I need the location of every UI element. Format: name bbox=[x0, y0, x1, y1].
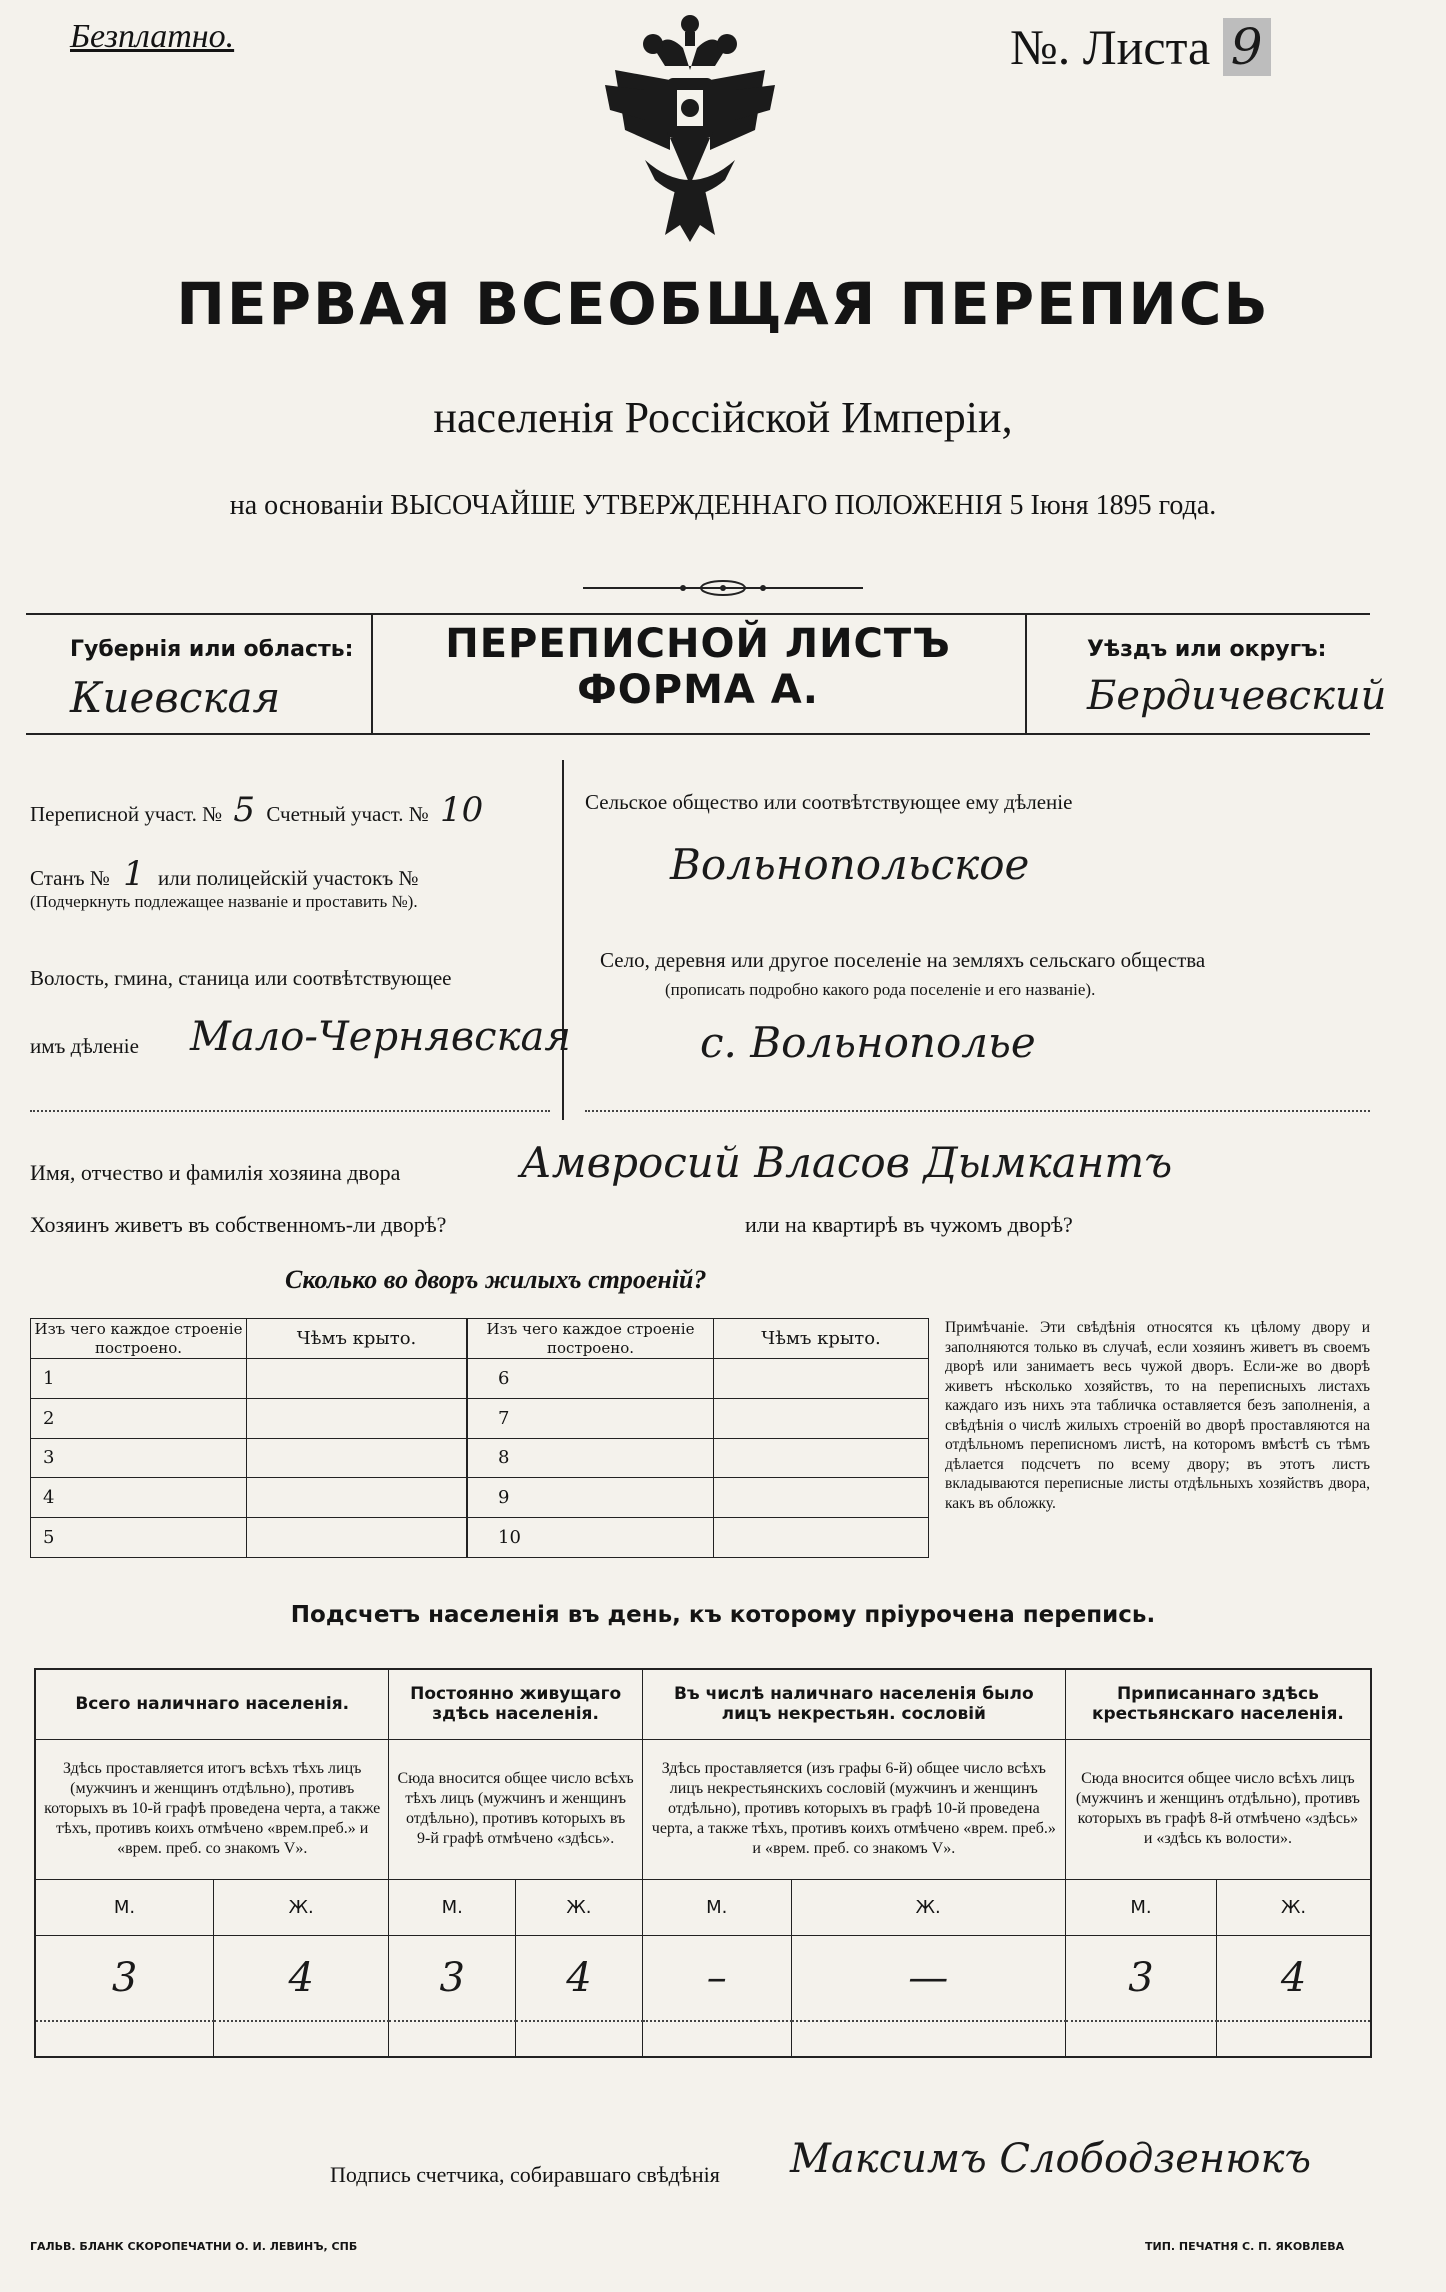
underline-note: (Подчеркнуть подлежащее названіе и проставить №). bbox=[30, 892, 418, 911]
province-label: Губернія или область: bbox=[70, 637, 354, 662]
female-count: — bbox=[791, 1935, 1065, 2021]
male-header: М. bbox=[1065, 1879, 1216, 1935]
female-count: 4 bbox=[516, 1935, 643, 2021]
signature-label: Подпись счетчика, собиравшаго свѣдѣнія bbox=[330, 2162, 720, 2187]
female-header: Ж. bbox=[214, 1879, 389, 1935]
census-section-value: 5 bbox=[233, 790, 256, 830]
pop-col-desc: Здѣсь проставляется (изъ графы 6-й) общее число всѣхъ лицъ некрестьянскихъ сословій (мужчинъ и женщинъ отдѣльно), противъ которыхъ въ графѣ 10-й проведена черта, а также тѣхъ, противъ коихъ отмѣчено «врем. преб.» и «врем. преб. со знакомъ V». bbox=[642, 1739, 1065, 1879]
pop-col-title: Всего наличнаго населенія. bbox=[35, 1669, 389, 1739]
page-subtitle: населенія Россійской Имперіи, bbox=[433, 393, 1013, 442]
blank-cell bbox=[389, 2021, 516, 2057]
owner-name-label: Имя, отчество и фамилія хозяина двора bbox=[30, 1160, 401, 1185]
owner-lives-label: Хозяинъ живетъ въ собственномъ-ли дворѣ? bbox=[30, 1212, 447, 1237]
police-label: или полицейскій участокъ № bbox=[158, 866, 419, 890]
male-count: 3 bbox=[1065, 1935, 1216, 2021]
page-title: ПЕРВАЯ ВСЕОБЩАЯ ПЕРЕПИСЬ bbox=[176, 270, 1270, 338]
blank-cell bbox=[214, 2021, 389, 2057]
buildings-table-right bbox=[467, 1318, 929, 1558]
district-box bbox=[1025, 615, 1387, 733]
counting-section-label: Счетный участ. № bbox=[266, 802, 429, 826]
counting-section-value: 10 bbox=[440, 790, 484, 830]
roof-cell bbox=[247, 1518, 467, 1558]
stan-row bbox=[30, 854, 550, 894]
pop-col-desc: Сюда вносится общее число всѣхъ тѣхъ лицъ (мужчинъ и женщинъ отдѣльно), противъ которыхъ въ 9-й графѣ отмѣчено «здѣсь». bbox=[389, 1739, 642, 1879]
printer-left: ГАЛЬВ. БЛАНК СКОРОПЕЧАТНИ О. И. ЛЕВИНЪ, СПБ bbox=[30, 2240, 358, 2253]
female-count: 4 bbox=[214, 1935, 389, 2021]
volost-value: Мало-Чернявская bbox=[190, 1014, 571, 1060]
form-title-box bbox=[371, 615, 1025, 733]
sheet-number-label: №. Листа bbox=[1010, 19, 1211, 75]
female-header: Ж. bbox=[791, 1879, 1065, 1935]
male-header: М. bbox=[35, 1879, 214, 1935]
building-row-number: 6 bbox=[468, 1359, 714, 1399]
male-count: 3 bbox=[35, 1935, 214, 2021]
form-title: ПЕРЕПИСНОЙ ЛИСТЪ bbox=[445, 621, 951, 667]
village-dotted-line bbox=[585, 1110, 1370, 1112]
building-row-number: 9 bbox=[468, 1478, 714, 1518]
district-label: Уѣздъ или округъ: bbox=[1087, 637, 1327, 662]
buildings-question: Сколько во дворъ жилыхъ строеній? bbox=[285, 1265, 707, 1294]
pop-col-title: Приписаннаго здѣсь крестьянскаго населенія. bbox=[1065, 1669, 1371, 1739]
census-section-row bbox=[30, 790, 489, 830]
blank-cell bbox=[642, 2021, 791, 2057]
col-material-header: Изъ чего каждое строеніе построено. bbox=[468, 1319, 714, 1359]
blank-cell bbox=[1217, 2021, 1371, 2057]
blank-cell bbox=[35, 2021, 214, 2057]
roof-cell bbox=[714, 1478, 929, 1518]
free-label: Безплатно. bbox=[70, 18, 235, 55]
col-roof-header: Чѣмъ крыто. bbox=[247, 1319, 467, 1359]
sheet-number bbox=[1010, 18, 1271, 76]
volost-label: Волость, гмина, станица или соотвѣтствующее bbox=[30, 966, 452, 990]
province-value: Киевская bbox=[70, 673, 281, 722]
ornament-divider bbox=[583, 578, 863, 598]
roof-cell bbox=[247, 1438, 467, 1478]
province-box bbox=[26, 615, 373, 733]
roof-cell bbox=[714, 1438, 929, 1478]
blank-cell bbox=[516, 2021, 643, 2057]
form-band bbox=[26, 613, 1387, 735]
building-row-number: 2 bbox=[31, 1398, 247, 1438]
male-count: 3 bbox=[389, 1935, 516, 2021]
stan-value: 1 bbox=[123, 854, 145, 894]
building-row-number: 1 bbox=[31, 1359, 247, 1399]
village-label: Село, деревня или другое поселеніе на земляхъ сельскаго общества bbox=[600, 948, 1206, 972]
buildings-table-left bbox=[30, 1318, 467, 1558]
buildings-note: Примѣчаніе. Эти свѣдѣнія относятся къ цѣлому двору и заполняются только въ случаѣ, если хозяинъ живетъ въ своемъ дворѣ или занимаетъ весь чужой дворъ. Если-же во дворѣ живетъ нѣсколько хозяйствъ, то на переписныхъ листахъ каждаго изъ нихъ эта табличка оставляется безъ заполненія, а свѣдѣнія о числѣ жилыхъ строеній во дворѣ проставляются на отдѣльномъ переписномъ листѣ, на которомъ вмѣстѣ съ тѣмъ дѣлается подсчетъ по всему двору; въ этотъ листъ вкладываются переписные листы отдѣльныхъ хозяйствъ двора, какъ въ обложку. bbox=[945, 1319, 1370, 1512]
pop-col-desc: Здѣсь проставляется итогъ всѣхъ тѣхъ лицъ (мужчинъ и женщинъ отдѣльно), противъ которыхъ въ 10-й графѣ проведена черта, а также тѣхъ, противъ коихъ отмѣчено «врем.преб.» и «врем. преб. со знакомъ V». bbox=[35, 1739, 389, 1879]
building-row-number: 5 bbox=[31, 1518, 247, 1558]
district-value: Бердичевский bbox=[1087, 673, 1387, 719]
roof-cell bbox=[247, 1478, 467, 1518]
stan-label: Станъ № bbox=[30, 866, 110, 890]
society-value: Вольнопольское bbox=[670, 840, 1030, 889]
male-header: М. bbox=[389, 1879, 516, 1935]
building-row-number: 10 bbox=[468, 1518, 714, 1558]
roof-cell bbox=[247, 1398, 467, 1438]
sheet-number-value: 9 bbox=[1223, 18, 1271, 76]
roof-cell bbox=[714, 1398, 929, 1438]
building-row-number: 4 bbox=[31, 1478, 247, 1518]
col-material-header: Изъ чего каждое строеніе построено. bbox=[31, 1319, 247, 1359]
population-table bbox=[34, 1668, 1372, 2058]
volost-dotted-line bbox=[30, 1110, 550, 1112]
basis-line: на основаніи ВЫСОЧАЙШЕ УТВЕРЖДЕННАГО ПОЛОЖЕНІЯ 5 Іюня 1895 года. bbox=[229, 490, 1217, 521]
male-count: – bbox=[642, 1935, 791, 2021]
volost-label-2: имъ дѣленіе bbox=[30, 1034, 139, 1058]
census-section-label: Переписной участ. № bbox=[30, 802, 223, 826]
building-row-number: 8 bbox=[468, 1438, 714, 1478]
roof-cell bbox=[247, 1359, 467, 1399]
population-heading: Подсчетъ населенія въ день, къ которому пріурочена перепись. bbox=[290, 1602, 1156, 1628]
pop-col-desc: Сюда вносится общее число всѣхъ лицъ (мужчинъ и женщинъ отдѣльно), противъ которыхъ въ графѣ 8-й отмѣчено «здѣсь» и «здѣсь къ волости». bbox=[1065, 1739, 1371, 1879]
left-right-divider bbox=[562, 760, 564, 1120]
blank-cell bbox=[791, 2021, 1065, 2057]
form-subtitle: ФОРМА А. bbox=[577, 667, 819, 713]
roof-cell bbox=[714, 1359, 929, 1399]
female-header: Ж. bbox=[1217, 1879, 1371, 1935]
male-header: М. bbox=[642, 1879, 791, 1935]
printer-right: ТИП. ПЕЧАТНЯ С. П. ЯКОВЛЕВА bbox=[1145, 2240, 1345, 2253]
roof-cell bbox=[714, 1518, 929, 1558]
society-label: Сельское общество или соотвѣтствующее ему дѣленіе bbox=[585, 790, 1073, 814]
building-row-number: 3 bbox=[31, 1438, 247, 1478]
signature-value: Максимъ Слободзенюкъ bbox=[790, 2136, 1311, 2182]
pop-col-title: Постоянно живущаго здѣсь населенія. bbox=[389, 1669, 642, 1739]
village-value: с. Вольнополье bbox=[700, 1018, 1036, 1067]
blank-cell bbox=[1065, 2021, 1216, 2057]
female-count: 4 bbox=[1217, 1935, 1371, 2021]
building-row-number: 7 bbox=[468, 1398, 714, 1438]
pop-col-title: Въ числѣ наличнаго населенія было лицъ некрестьян. сословій bbox=[642, 1669, 1065, 1739]
village-note: (прописать подробно какого рода поселеніе и его названіе). bbox=[665, 980, 1096, 999]
col-roof-header: Чѣмъ крыто. bbox=[714, 1319, 929, 1359]
female-header: Ж. bbox=[516, 1879, 643, 1935]
owner-name-value: Амвросий Власов Дымкантъ bbox=[520, 1138, 1173, 1187]
owner-lives-alt: или на квартирѣ въ чужомъ дворѣ? bbox=[745, 1212, 1073, 1237]
coat-of-arms-icon bbox=[585, 10, 795, 245]
